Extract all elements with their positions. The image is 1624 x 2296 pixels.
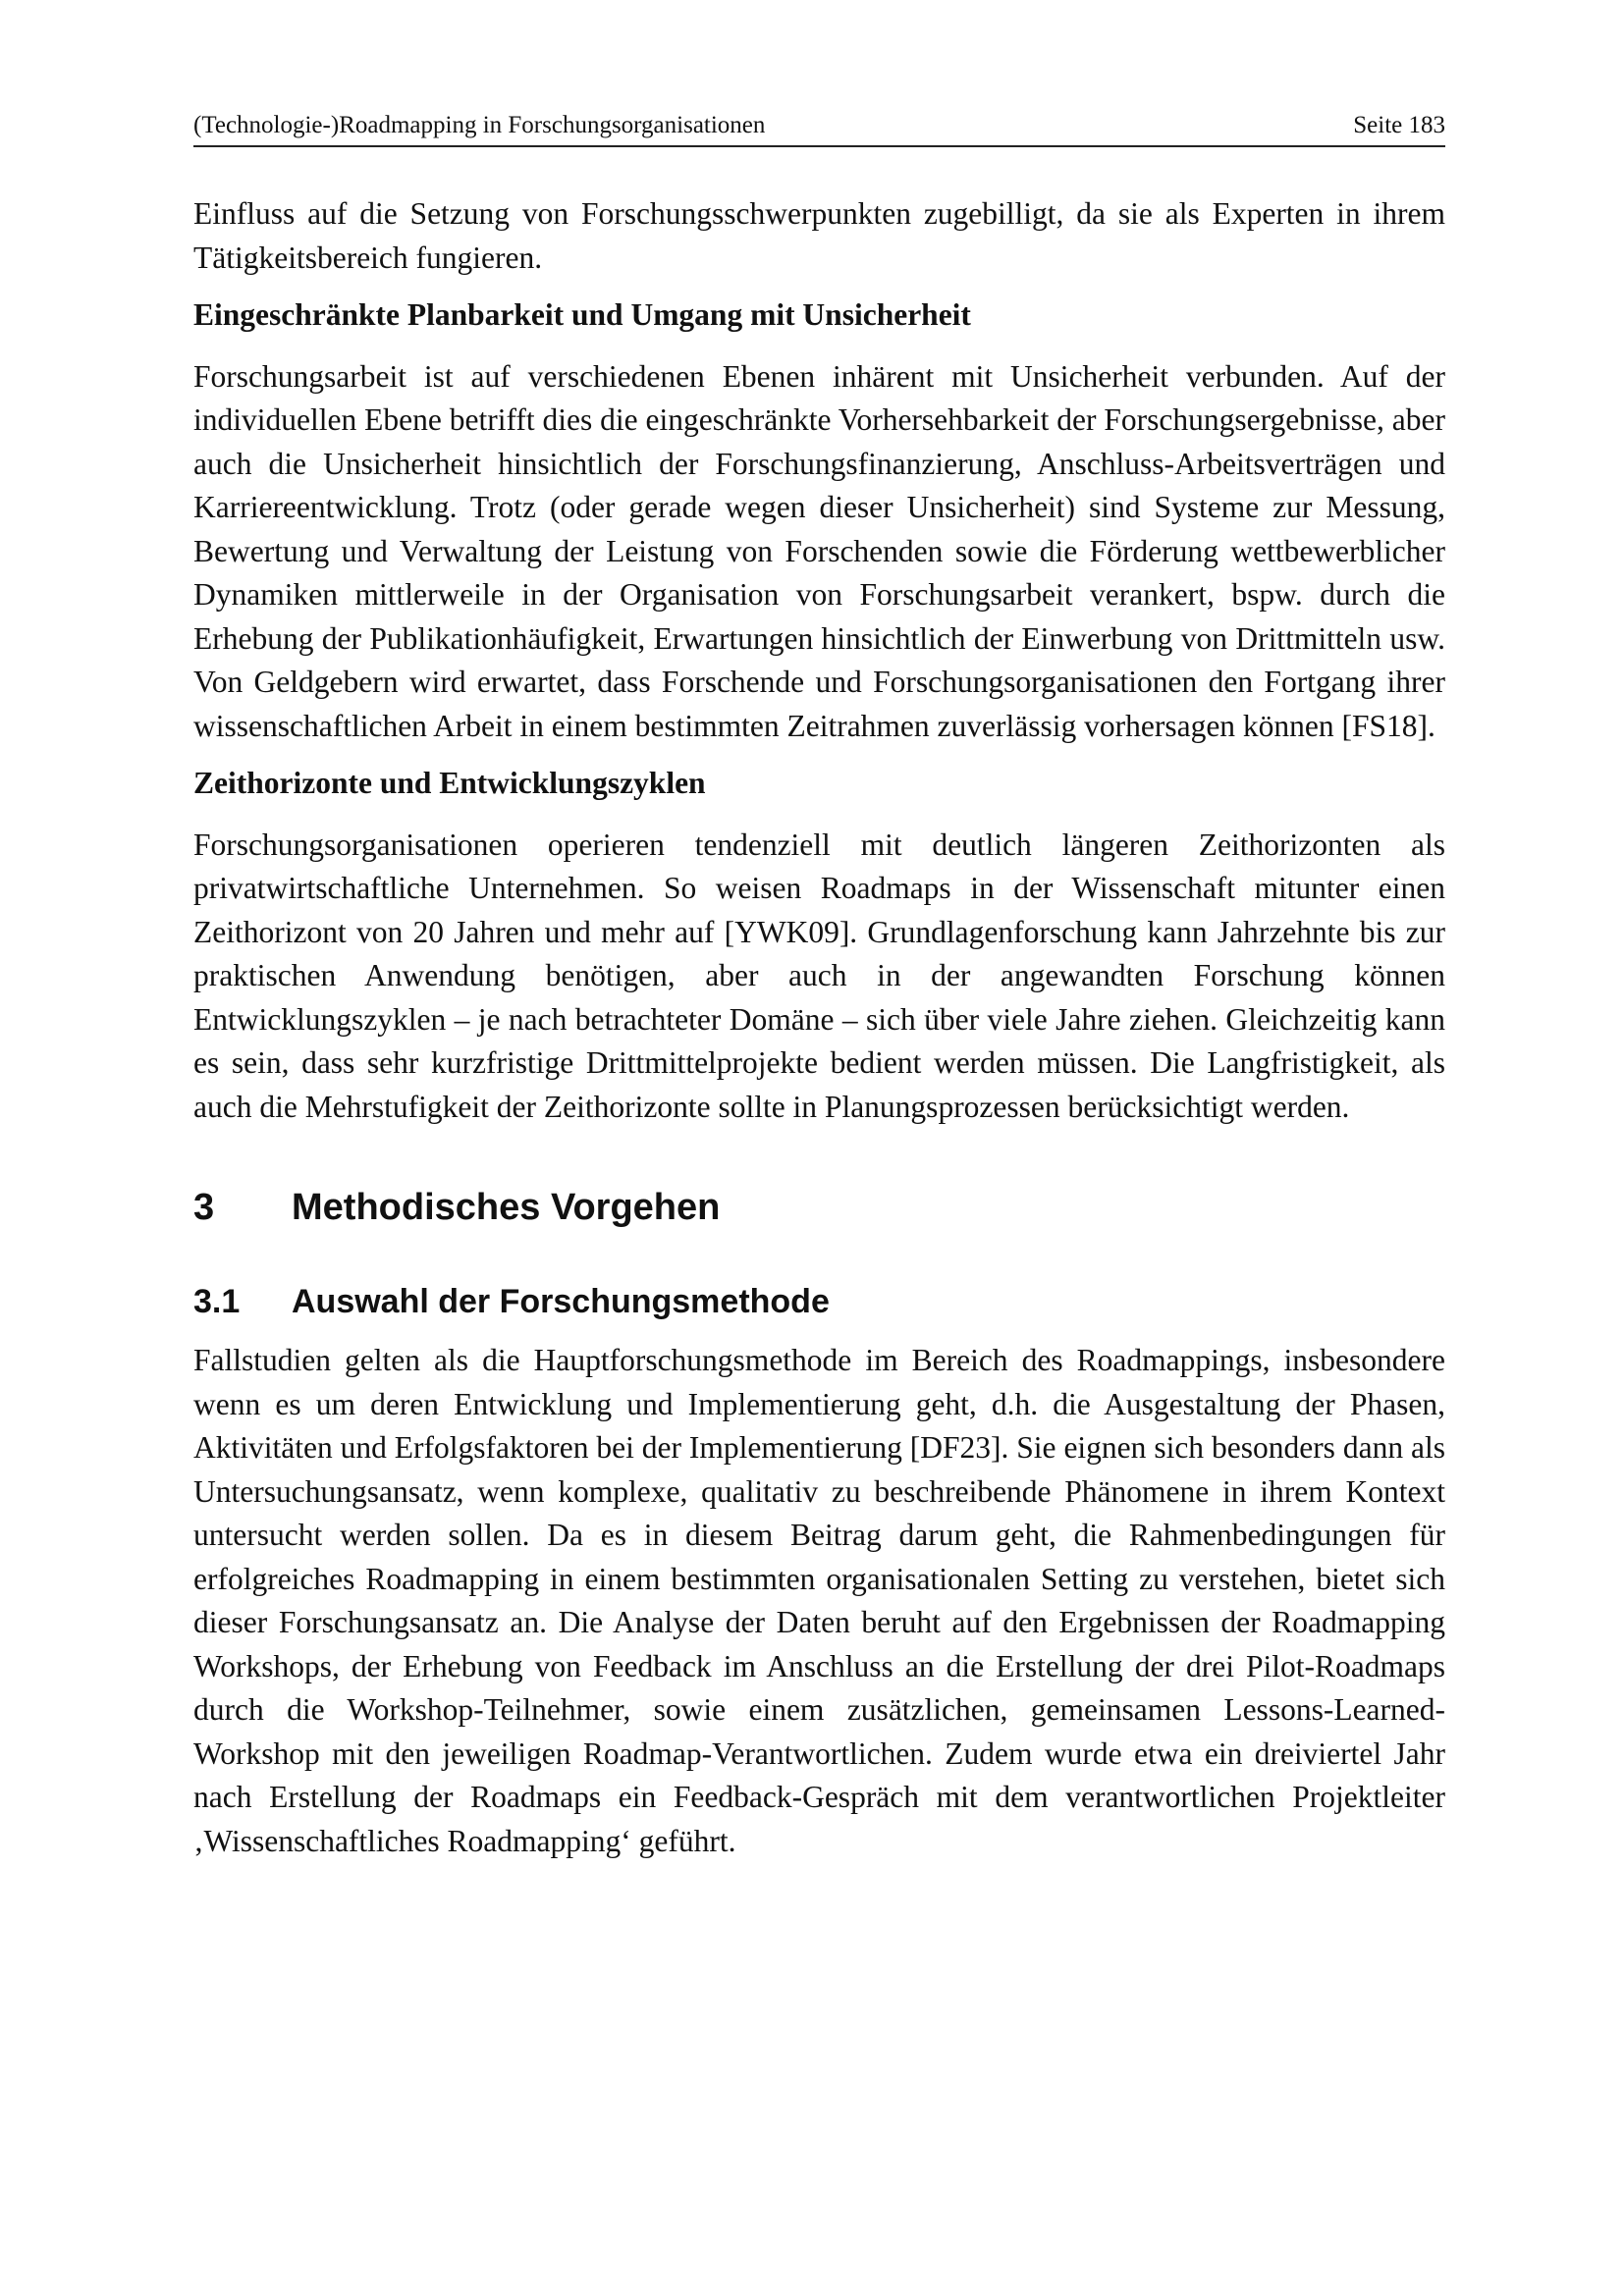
section-heading [193,1184,1445,1231]
paragraph-continuation: Einfluss auf die Setzung von Forschungsschwerpunkten zugebilligt, da sie als Experten in ihrem Tätigkeitsbereich fungieren. [193,196,1445,275]
section-title: Methodisches Vorgehen [292,1187,721,1228]
running-header [193,106,1445,147]
page-number: Seite 183 [1353,112,1445,138]
paragraph-zeithorizonte: Forschungsorganisationen operieren tendenziell mit deutlich längeren Zeithorizonten als privatwirtschaftliche Unternehmen. So weisen Roadmaps in der Wissenschaft mitunter einen Zeithorizont von 20 Jahren und mehr auf [YWK09]. Grundlagenforschung kann Jahrzehnte bis zur praktischen Anwendung benötigen, aber auch in der angewandten Forschung können Entwicklungszyklen – je nach betrachteter Domäne – sich über viele Jahre ziehen. Gleichzeitig kann es sein, dass sehr kurzfristige Drittmittelprojekte bedient werden müssen. Die Langfristigkeit, als auch die Mehrstufigkeit der Zeithorizonte sollte in Planungsprozessen berücksichtigt werden. [193,827,1445,1124]
paragraph-unsicherheit: Forschungsarbeit ist auf verschiedenen Ebenen inhärent mit Unsicherheit verbunden. Auf der individuellen Ebene betrifft dies die eingeschränkte Vorhersehbarkeit der Forschungsergebnisse, aber auch die Unsicherheit hinsichtlich der Forschungsfinanzierung, Anschluss-Arbeitsverträgen und Karriereentwicklung. Trotz (oder gerade wegen dieser Unsicherheit) sind Systeme zur Messung, Bewertung und Verwaltung der Leistung von Forschenden sowie die Förderung wettbewerblicher Dynamiken mittlerweile in der Organisation von Forschungsarbeit verankert, bspw. durch die Erhebung der Publikationhäufigkeit, Erwartungen hinsichtlich der Einwerbung von Drittmitteln usw. Von Geldgebern wird erwartet, dass Forschende und Forschungsorganisationen den Fortgang ihrer wissenschaftlichen Arbeit in einem bestimmten Zeitrahmen zuverlässig vorhersagen können [FS18]. [193,358,1445,743]
subsection-heading [193,1280,1445,1323]
subsection-title: Auswahl der Forschungsmethode [292,1283,830,1320]
subheading-planbarkeit: Eingeschränkte Planbarkeit und Umgang mit Unsicherheit [193,297,971,332]
subsection-number: 3.1 [193,1283,241,1320]
paragraph-forschungsmethode: Fallstudien gelten als die Hauptforschungsmethode im Bereich des Roadmappings, insbesondere wenn es um deren Entwicklung und Implementierung geht, d.h. die Ausgestaltung der Phasen, Aktivitäten und Erfolgsfaktoren bei der Implementierung [DF23]. Sie eignen sich besonders dann als Untersuchungsansatz, wenn komplexe, qualitativ zu beschreibende Phänomene in ihrem Kontext untersucht werden sollen. Da es in diesem Beitrag darum geht, die Rahmenbedingungen für erfolgreiches Roadmapping in einem bestimmten organisationalen Setting zu verstehen, bietet sich dieser Forschungsansatz an. Die Analyse der Daten beruht auf den Ergebnissen der Roadmapping Workshops, der Erhebung von Feedback im Anschluss an die Erstellung der drei Pilot-Roadmaps durch die Workshop-Teilnehmer, sowie einem zusätzlichen, gemeinsamen Lessons-Learned-Workshop mit den jeweiligen Roadmap-Verantwortlichen. Zudem wurde etwa ein dreiviertel Jahr nach Erstellung der Roadmaps ein Feedback-Gespräch mit dem verantwortlichen Projektleiter ‚Wissenschaftliches Roadmapping‘ geführt. [193,1343,1445,1858]
body-content [193,192,1445,1863]
section-number: 3 [193,1187,215,1228]
subheading-zeithorizonte: Zeithorizonte und Entwicklungszyklen [193,766,706,800]
running-header-title: (Technologie-)Roadmapping in Forschungsorganisationen [193,112,766,138]
